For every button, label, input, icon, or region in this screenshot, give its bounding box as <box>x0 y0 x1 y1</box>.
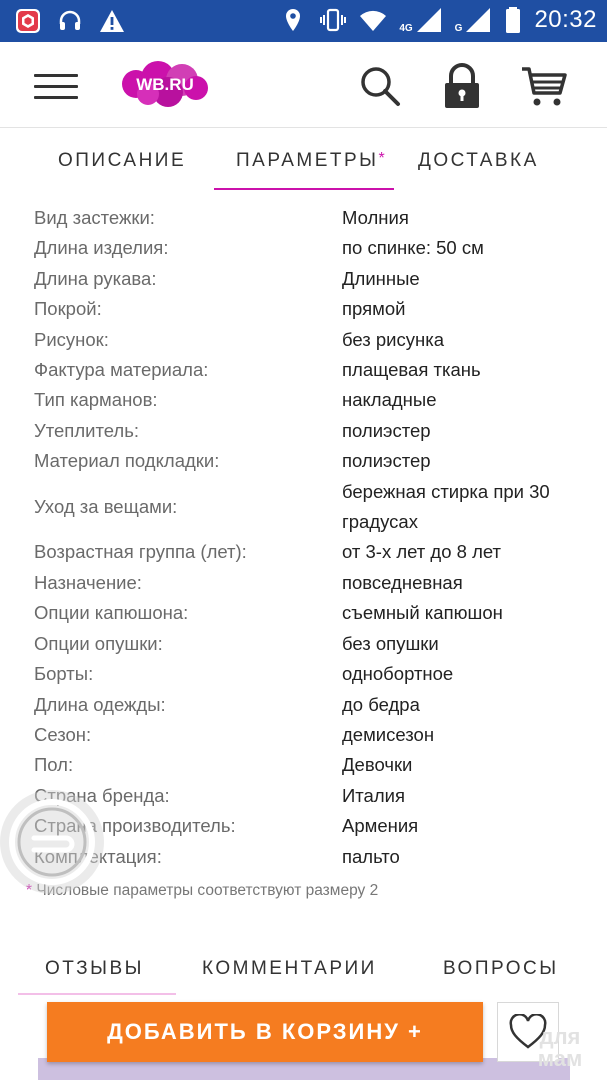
tab-questions[interactable]: ВОПРОСЫ <box>443 958 559 979</box>
param-label: Покрой: <box>34 298 102 320</box>
screen-rotate-widget[interactable] <box>0 790 104 894</box>
param-value: полиэстер <box>342 419 431 441</box>
headset-icon <box>56 7 84 35</box>
param-label: Длина рукава: <box>34 267 157 289</box>
param-label: Материал подкладки: <box>34 450 220 472</box>
param-row <box>34 842 594 872</box>
param-label: Рисунок: <box>34 328 109 350</box>
param-row <box>34 416 594 446</box>
param-row <box>34 203 594 233</box>
param-row <box>34 446 594 476</box>
tab-description[interactable]: ОПИСАНИЕ <box>58 150 187 171</box>
param-label: Пол: <box>34 754 74 776</box>
param-value: однобортное <box>342 663 454 685</box>
param-value: прямой <box>342 298 406 320</box>
param-label: Длина изделия: <box>34 237 169 259</box>
param-value: бережная стирка при 30 градусах <box>342 480 550 533</box>
required-marker: * <box>378 150 385 167</box>
param-label: Опции капюшона: <box>34 602 189 624</box>
param-row <box>34 477 594 538</box>
tab-comments[interactable]: КОММЕНТАРИИ <box>202 958 377 979</box>
network-type-label-2: G <box>454 23 463 34</box>
param-row <box>34 325 594 355</box>
battery-icon <box>504 6 522 34</box>
param-value: без рисунка <box>342 328 445 350</box>
param-value: пальто <box>342 845 400 867</box>
param-label: Опции опушки: <box>34 632 163 654</box>
param-label: Борты: <box>34 663 94 685</box>
param-label: Возрастная группа (лет): <box>34 541 247 563</box>
search-icon[interactable] <box>358 64 402 108</box>
param-value: от 3-х лет до 8 лет <box>342 541 502 563</box>
param-value: повседневная <box>342 571 463 593</box>
param-row <box>34 720 594 750</box>
param-value: полиэстер <box>342 450 431 472</box>
param-value: демисезон <box>342 723 435 745</box>
location-icon <box>279 6 307 34</box>
status-bar <box>0 0 607 42</box>
param-value: съемный капюшон <box>342 602 503 624</box>
param-value: плащевая ткань <box>342 359 481 381</box>
product-tabs <box>0 128 607 196</box>
param-row <box>34 629 594 659</box>
param-value: без опушки <box>342 632 439 654</box>
param-value: Длинные <box>342 267 420 289</box>
watermark: для мам <box>537 1024 583 1071</box>
app-header <box>0 42 607 128</box>
wifi-icon <box>359 6 387 34</box>
param-label: Страна бренда: <box>34 784 170 806</box>
param-label: Фактура материала: <box>34 359 209 381</box>
param-label: Вид застежки: <box>34 207 155 228</box>
add-to-cart-button[interactable]: ДОБАВИТЬ В КОРЗИНУ + <box>47 1002 483 1062</box>
param-label: Сезон: <box>34 723 92 745</box>
param-row <box>34 690 594 720</box>
lock-icon[interactable] <box>440 62 484 110</box>
param-row <box>34 811 594 841</box>
param-row <box>34 750 594 780</box>
param-label: Страна производитель: <box>34 815 236 837</box>
active-tab-indicator-2 <box>18 993 176 995</box>
param-row <box>34 537 594 567</box>
active-tab-indicator <box>214 188 394 190</box>
parameters-note: * Числовые параметры соответствуют размеру 2 <box>26 882 379 899</box>
param-row <box>34 781 594 811</box>
param-label: Уход за вещами: <box>34 495 178 517</box>
feedback-tabs <box>0 938 607 996</box>
param-row <box>34 264 594 294</box>
signal-icon-2 <box>464 6 492 34</box>
clock: 20:32 <box>534 6 597 33</box>
tab-parameters[interactable]: ПАРАМЕТРЫ* <box>236 150 385 171</box>
vibrate-icon <box>319 6 347 34</box>
menu-icon[interactable] <box>34 74 78 100</box>
network-type-label: 4G <box>399 23 413 34</box>
param-value: накладные <box>342 389 437 411</box>
param-label: Утеплитель: <box>34 419 139 441</box>
param-row <box>34 598 594 628</box>
param-value: Армения <box>342 815 419 837</box>
param-row <box>34 568 594 598</box>
rotate-icon <box>0 790 104 894</box>
param-row <box>34 355 594 385</box>
param-value: Девочки <box>342 754 413 776</box>
param-value: Италия <box>342 784 405 806</box>
param-label: Длина одежды: <box>34 693 166 715</box>
param-row <box>34 294 594 324</box>
param-value: Молния <box>342 207 409 228</box>
param-value: до бедра <box>342 693 420 715</box>
param-label: Назначение: <box>34 571 142 593</box>
param-label: Тип карманов: <box>34 389 158 411</box>
signal-icon <box>415 6 443 34</box>
parameters-list <box>34 203 594 872</box>
param-value: по спинке: 50 см <box>342 237 484 259</box>
tab-reviews[interactable]: ОТЗЫВЫ <box>45 958 144 979</box>
param-row <box>34 659 594 689</box>
cart-icon[interactable] <box>520 64 568 108</box>
logo[interactable] <box>120 58 210 110</box>
app-icon <box>14 7 42 35</box>
param-row <box>34 233 594 263</box>
param-row <box>34 385 594 415</box>
tab-delivery[interactable]: ДОСТАВКА <box>418 150 539 171</box>
param-label: Комплектация: <box>34 845 162 867</box>
logo-text: WB.RU <box>136 75 194 94</box>
warning-icon <box>98 7 126 35</box>
